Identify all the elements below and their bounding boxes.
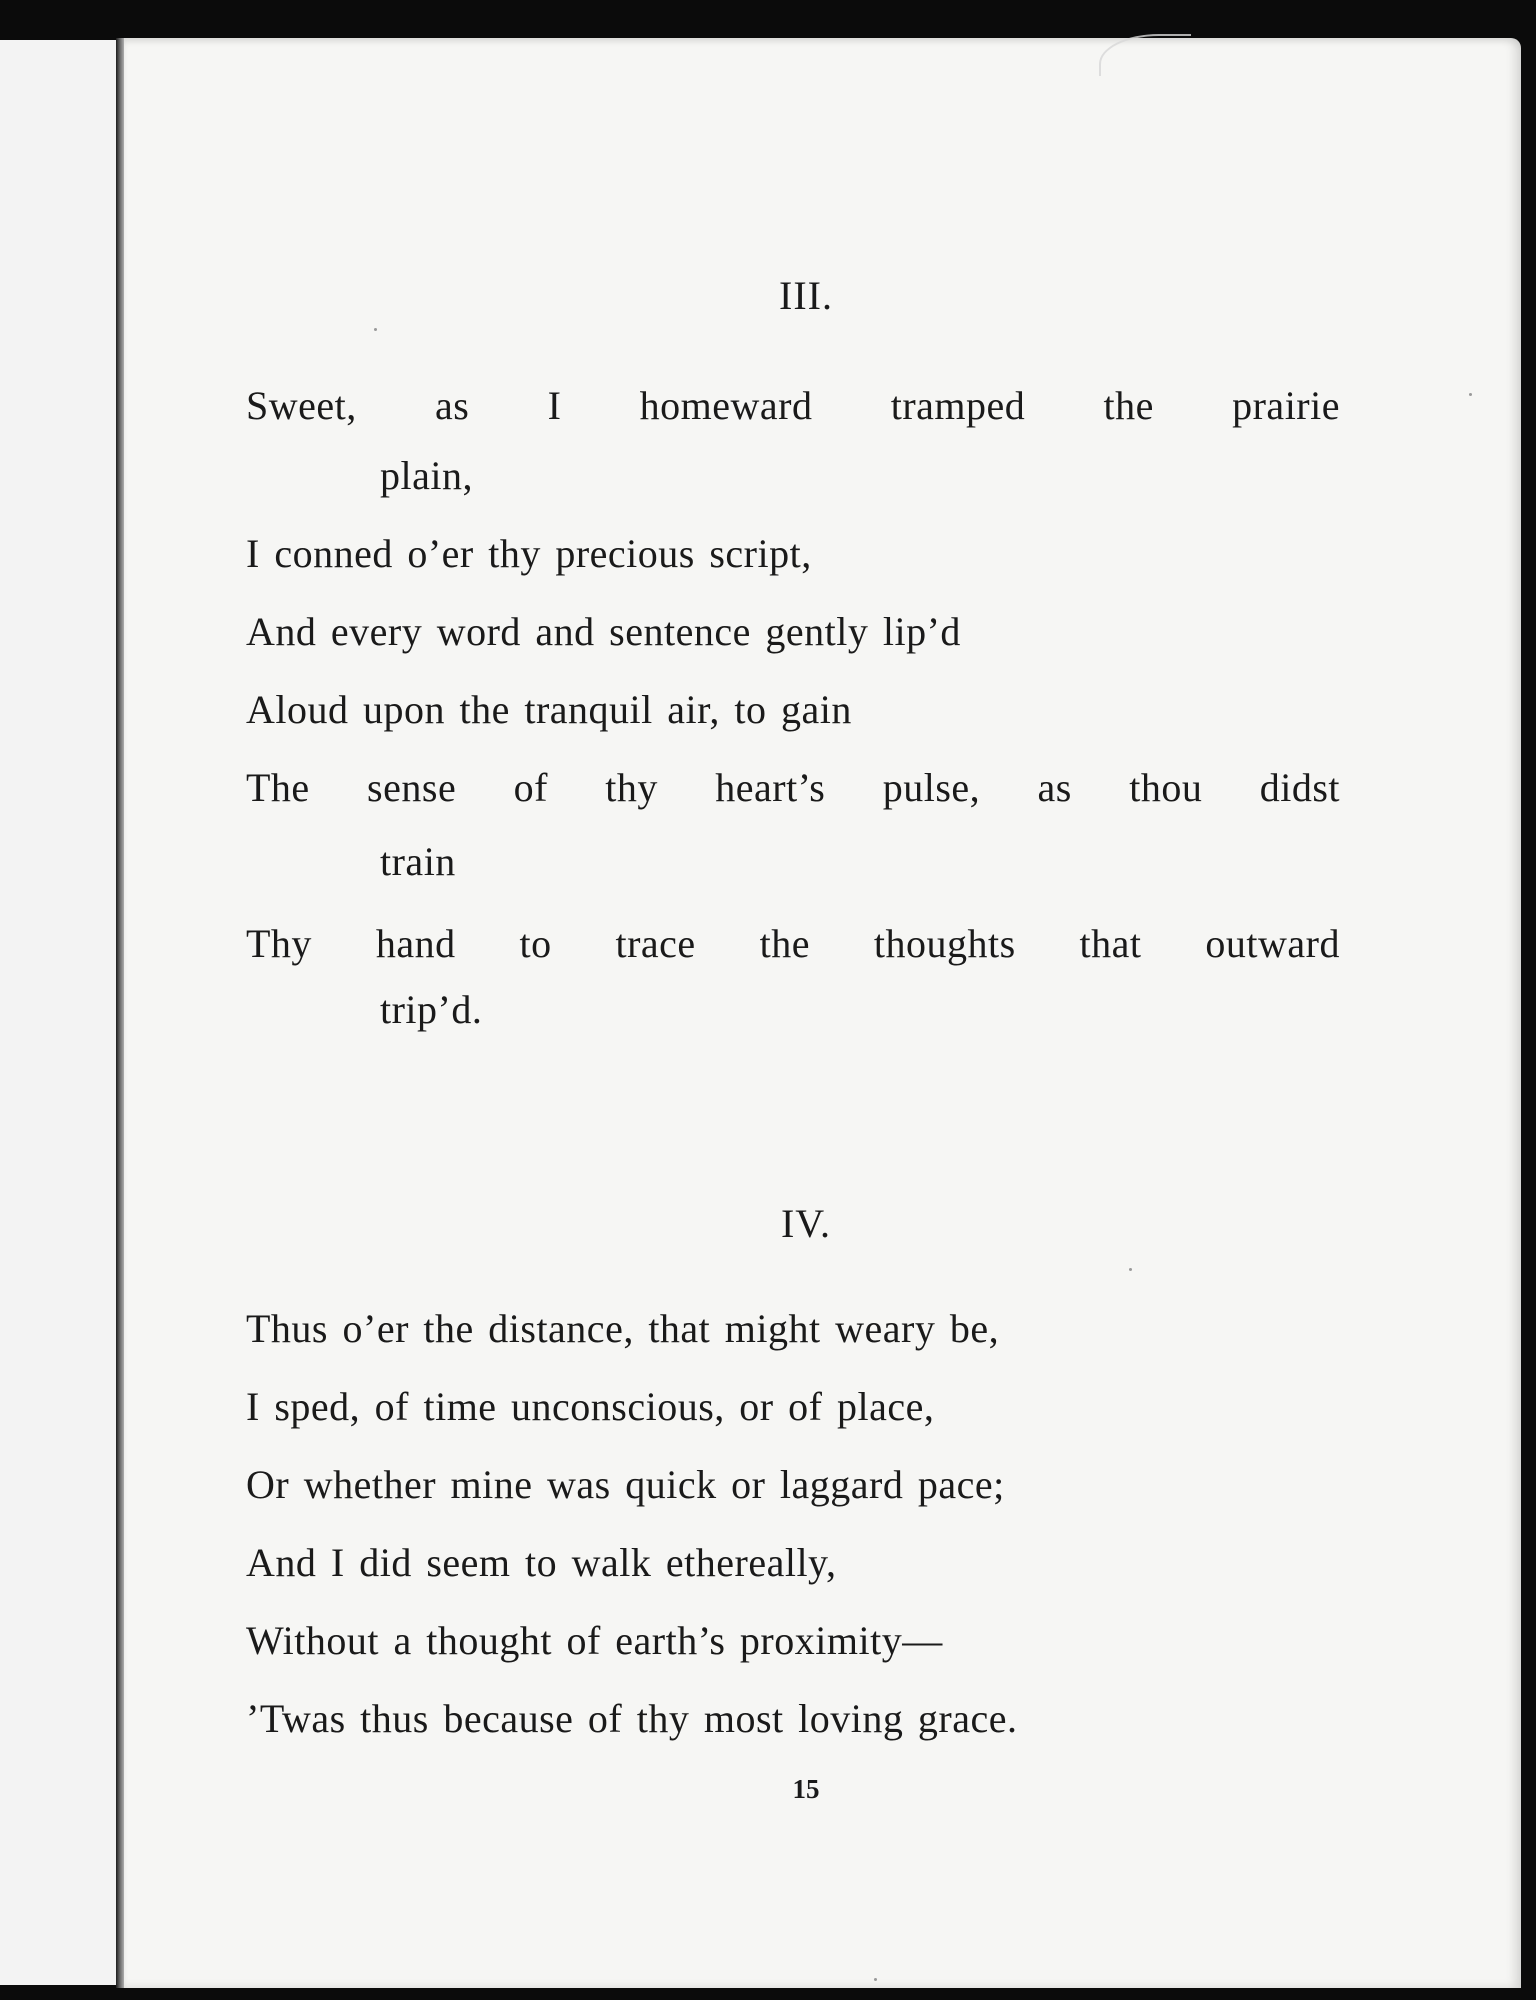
verse-line-continuation: train [380, 839, 456, 884]
facing-page-edge [0, 40, 120, 1985]
verse-line: Without a thought of earth’s proximity— [246, 1618, 943, 1663]
paper-speck [1469, 393, 1472, 396]
page-corner-crease [1099, 34, 1191, 76]
paper-speck [874, 1978, 877, 1981]
verse-line: I sped, of time unconscious, or of place, [246, 1384, 935, 1429]
verse-line: The sense of thy heart’s pulse, as thou didst [246, 765, 1340, 810]
verse-line: I conned o’er thy precious script, [246, 531, 812, 576]
paper-speck [1129, 1268, 1132, 1271]
verse-line: Or whether mine was quick or laggard pace; [246, 1462, 1005, 1507]
verse-line: Aloud upon the tranquil air, to gain [246, 687, 852, 732]
verse-line: And I did seem to walk ethereally, [246, 1540, 837, 1585]
paper-speck [374, 328, 377, 331]
page-number: 15 [792, 1774, 820, 1804]
verse-line: Sweet, as I homeward tramped the prairie [246, 383, 1340, 428]
verse-line-continuation: plain, [380, 453, 473, 498]
verse-line: And every word and sentence gently lip’d [246, 609, 961, 654]
verse-line: ’Twas thus because of thy most loving grace. [246, 1696, 1018, 1741]
verse-line-continuation: trip’d. [380, 987, 483, 1032]
section-numeral-iv: IV. [780, 1201, 832, 1246]
section-numeral-iii: III. [779, 273, 833, 318]
verse-line: Thy hand to trace the thoughts that outward [246, 921, 1340, 966]
verse-line: Thus o’er the distance, that might weary be, [246, 1306, 1000, 1351]
